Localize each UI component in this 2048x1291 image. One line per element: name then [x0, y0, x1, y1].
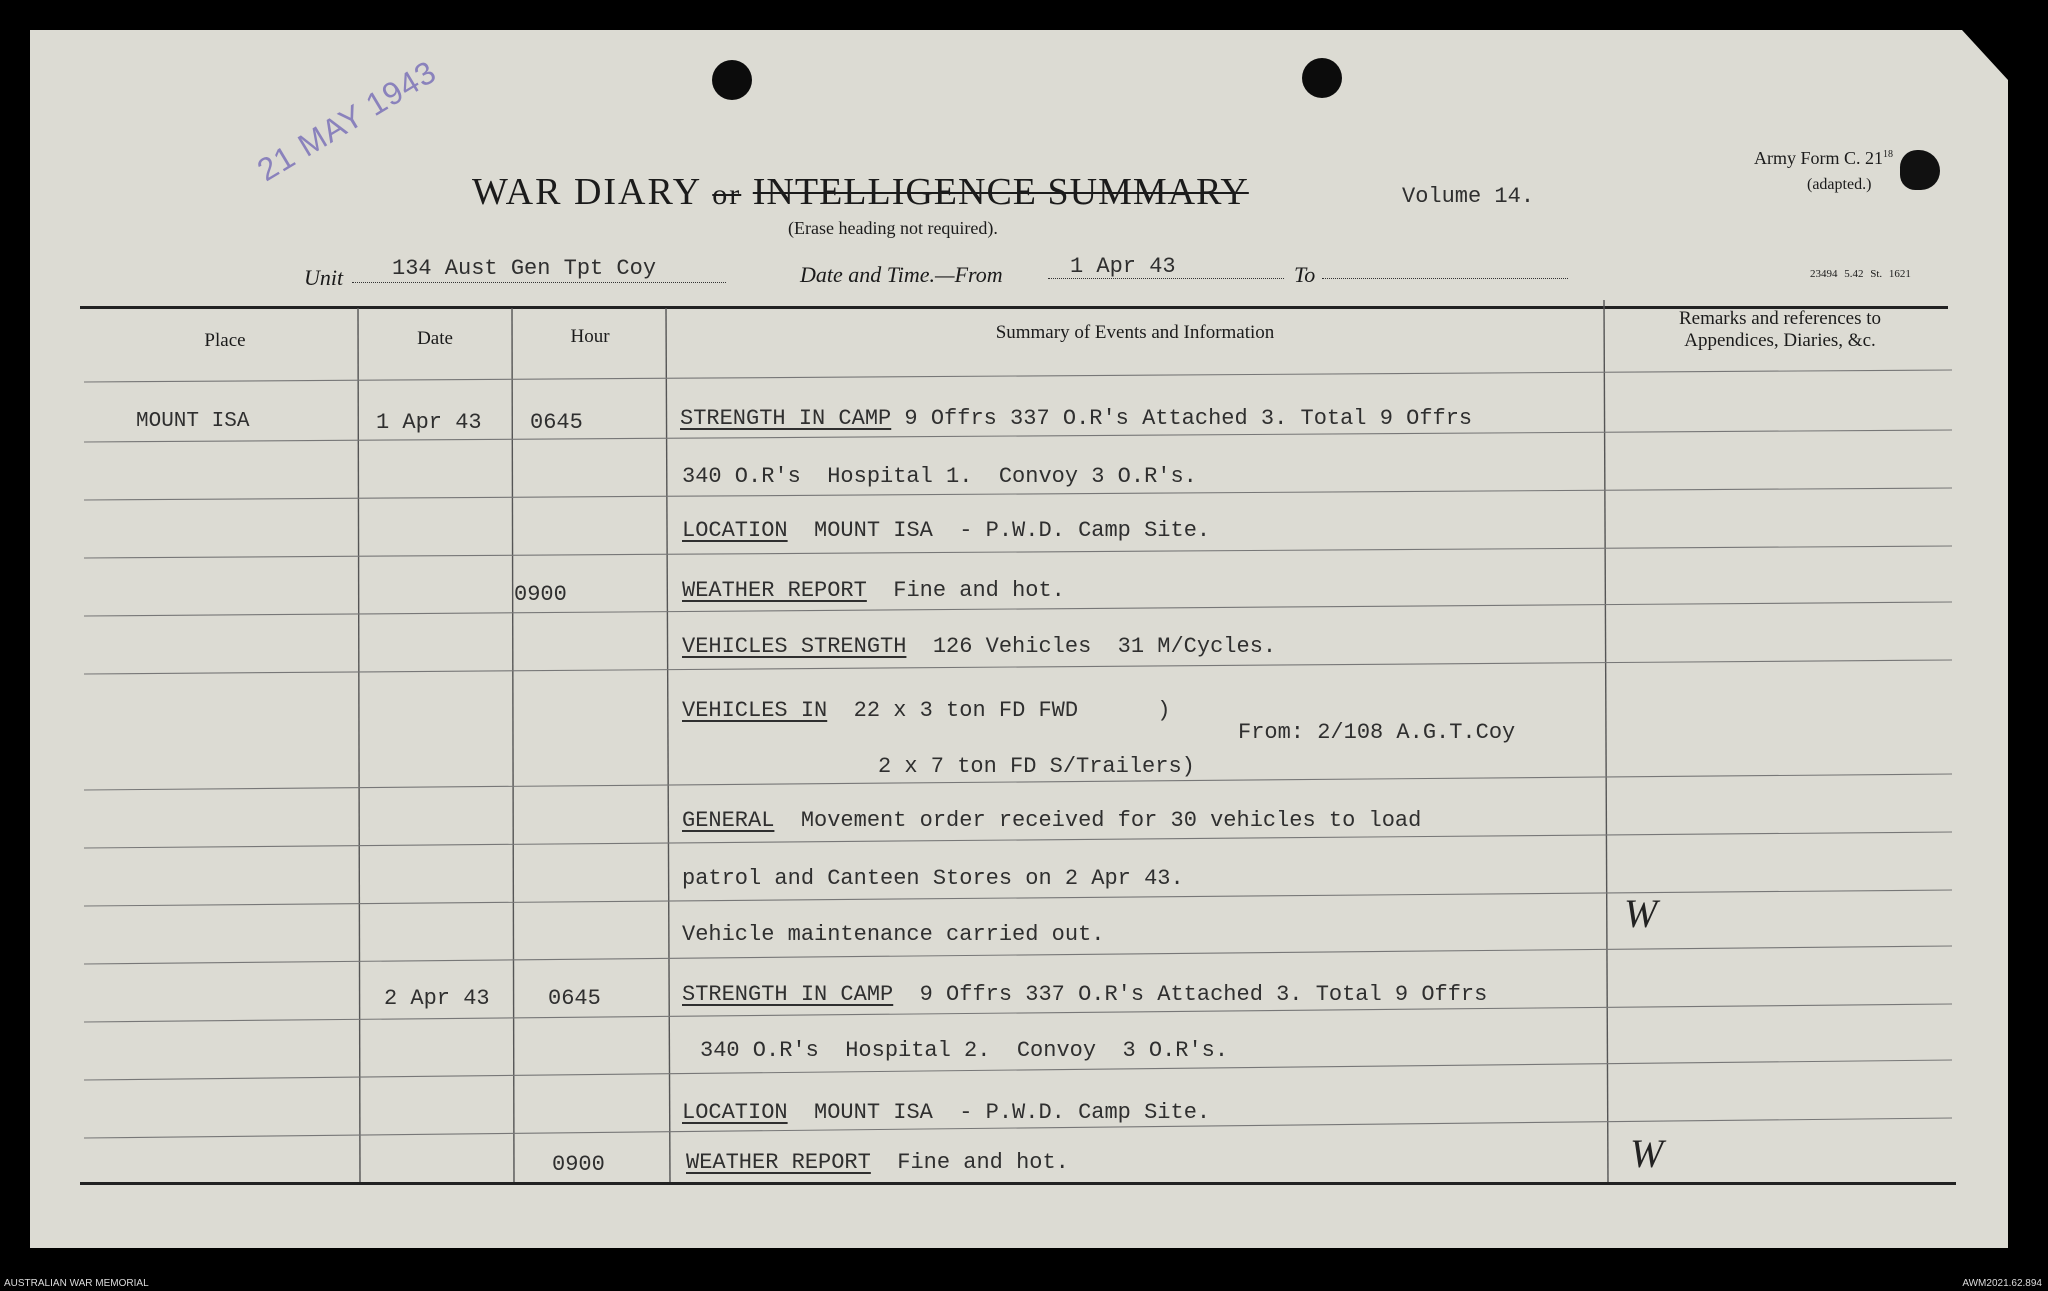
title-intelligence-summary: INTELLIGENCE SUMMARY	[752, 171, 1249, 213]
erase-note: (Erase heading not required).	[788, 218, 998, 238]
summary-line: 340 O.R's Hospital 1. Convoy 3 O.R's.	[682, 464, 1197, 489]
hour-cell: 0645	[530, 410, 583, 435]
date-cell: 1 Apr 43	[376, 410, 482, 435]
column-header-remarks: Remarks and references to Appendices, Diaries, &c.	[1678, 308, 1882, 351]
column-header-summary: Summary of Events and Information	[995, 322, 1275, 343]
unit-value: 134 Aust Gen Tpt Coy	[392, 256, 657, 281]
summary-line: WEATHER REPORT Fine and hot.	[686, 1150, 1069, 1175]
column-header-place: Place	[204, 330, 246, 351]
hour-cell: 0645	[548, 986, 601, 1011]
received-date-stamp: 21 MAY 1943	[250, 53, 443, 189]
summary-line-from: From: 2/108 A.G.T.Coy	[1238, 720, 1516, 745]
summary-line: VEHICLES IN 22 x 3 ton FD FWD )	[682, 698, 1171, 723]
to-label: To	[1294, 262, 1316, 287]
summary-line: STRENGTH IN CAMP 9 Offrs 337 O.R's Attached 3. Total 9 Offrs	[680, 406, 1473, 431]
initials-signature: W	[1630, 1131, 1664, 1176]
date-cell: 2 Apr 43	[384, 986, 490, 1011]
initials-signature: W	[1624, 891, 1658, 936]
footer-accession-number: AWM2021.62.894	[1962, 1278, 2042, 1289]
column-header-hour: Hour	[570, 326, 610, 347]
summary-line: 340 O.R's Hospital 2. Convoy 3 O.R's.	[700, 1038, 1229, 1063]
from-date-value: 1 Apr 43	[1070, 254, 1176, 279]
summary-line: WEATHER REPORT Fine and hot.	[682, 578, 1065, 603]
hour-cell: 0900	[552, 1152, 605, 1177]
column-header-date: Date	[417, 328, 453, 349]
unit-label: Unit	[304, 265, 344, 290]
print-code: 23494 5.42 St. 1621	[1810, 268, 1911, 280]
title-or: or	[712, 178, 742, 211]
summary-line: STRENGTH IN CAMP 9 Offrs 337 O.R's Attached 3. Total 9 Offrs	[682, 982, 1488, 1007]
army-form-number: Army Form C. $21^{18}$	[1754, 148, 1894, 168]
adapted-note: (adapted.)	[1807, 176, 1872, 193]
summary-line: VEHICLES STRENGTH 126 Vehicles 31 M/Cycles.	[682, 634, 1277, 659]
summary-line: GENERAL Movement order received for 30 vehicles to load	[682, 808, 1422, 833]
summary-line: Vehicle maintenance carried out.	[682, 922, 1105, 947]
footer-source: AUSTRALIAN WAR MEMORIAL	[4, 1278, 149, 1289]
summary-line: patrol and Canteen Stores on 2 Apr 43.	[682, 866, 1184, 891]
volume-number: Volume 14.	[1402, 184, 1535, 209]
hour-cell: 0900	[514, 582, 567, 607]
date-time-label: Date and Time.—From	[800, 262, 1003, 287]
summary-line: 2 x 7 ton FD S/Trailers)	[878, 754, 1195, 779]
summary-line: LOCATION MOUNT ISA - P.W.D. Camp Site.	[682, 1100, 1211, 1125]
place-cell: MOUNT ISA	[136, 410, 250, 433]
title-war-diary: WAR DIARY	[472, 171, 701, 213]
summary-line: LOCATION MOUNT ISA - P.W.D. Camp Site.	[682, 518, 1211, 543]
